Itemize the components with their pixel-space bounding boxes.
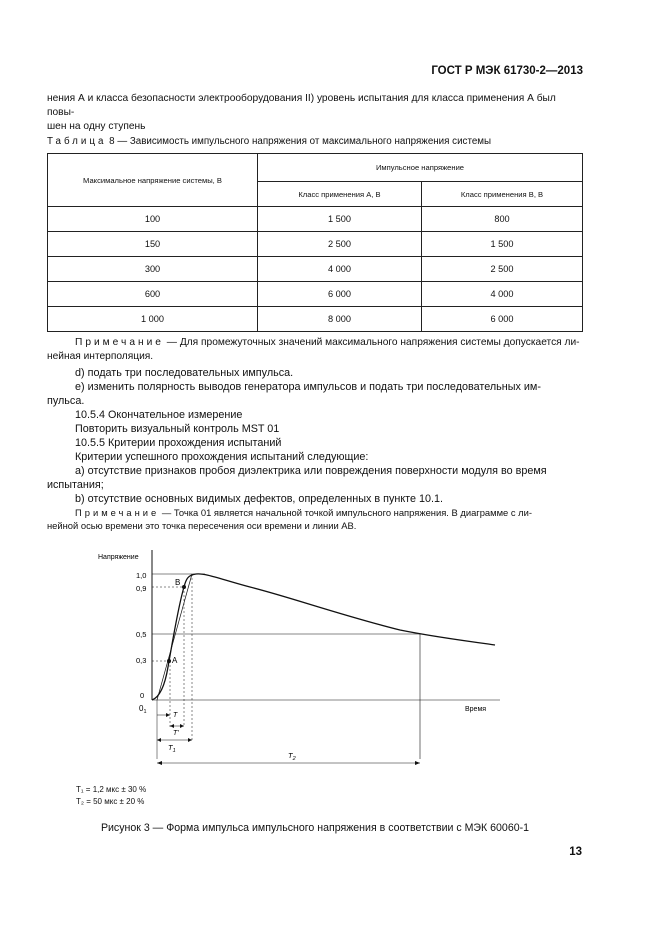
- note-text-continued: нейная интерполяция.: [47, 351, 154, 362]
- table-row: [48, 307, 583, 332]
- criterion-a-continued: испытания;: [47, 479, 104, 491]
- t-prime-label: T': [173, 730, 179, 737]
- table-cell: 2 500: [258, 232, 422, 257]
- y-axis-label: Напряжение: [98, 554, 139, 561]
- step-e-continued: пульса.: [47, 395, 85, 407]
- table-cell: 1 500: [422, 232, 583, 257]
- visual-inspection-text: Повторить визуальный контроль MST 01: [75, 423, 280, 435]
- table-cell: 600: [48, 282, 258, 307]
- table-row: [48, 257, 583, 282]
- table-cell: 4 000: [258, 257, 422, 282]
- intro-paragraph: [47, 92, 583, 134]
- criteria-intro: Критерии успешного прохождения испытаний следующие:: [75, 451, 369, 463]
- impulse-voltage-table: [47, 153, 583, 332]
- table-caption-text: 8 — Зависимость импульсного напряжения от максимального напряжения системы: [109, 136, 492, 147]
- note2-text: — Точка 01 является начальной точкой импульсного напряжения. В диаграмме с ли-: [159, 507, 532, 518]
- criterion-b: b) отсутствие основных видимых дефектов, определенных в пункте 10.1.: [75, 493, 444, 505]
- impulse-waveform-curve: [152, 574, 495, 700]
- t1-tolerance: T₁ = 1,2 мкс ± 30 %: [76, 785, 147, 794]
- table-cell: 6 000: [258, 282, 422, 307]
- line-ab: [157, 574, 192, 700]
- table-cell: 100: [48, 207, 258, 232]
- x-axis-label: Время: [465, 706, 487, 713]
- test-procedure-text: [47, 366, 583, 506]
- y-tick-1-0: 1,0: [136, 571, 147, 580]
- y-tick-0-5: 0,5: [136, 630, 147, 639]
- t-label: T: [173, 712, 178, 719]
- table-cell: 800: [422, 207, 583, 232]
- point-b-marker: [182, 585, 186, 589]
- t2-label: $T_2$: [288, 751, 296, 762]
- step-d: d) подать три последовательных импульса.: [75, 367, 294, 379]
- origin-point-note: [47, 506, 583, 532]
- table-cell: 150: [48, 232, 258, 257]
- note-text: — Для промежуточных значений максимального напряжения системы допускается ли-: [163, 337, 580, 348]
- page-number: 13: [569, 846, 582, 858]
- table-cell: 6 000: [422, 307, 583, 332]
- step-e: e) изменить полярность выводов генератора импульсов и подать три последовательных им-: [75, 381, 541, 393]
- y-tick-0: 0: [140, 691, 145, 700]
- table-header-class-a: Класс применения А, В: [258, 182, 422, 207]
- section-10-5-4-heading: 10.5.4 Окончательное измерение: [75, 409, 243, 421]
- t2-tolerance: T₂ = 50 мкс ± 20 %: [76, 797, 145, 806]
- note2-label: Примечание: [75, 507, 160, 518]
- figure-caption: Рисунок 3 — Форма импульса импульсного напряжения в соответствии с МЭК 60060-1: [100, 822, 530, 834]
- table-row: [48, 282, 583, 307]
- table-header-class-b: Класс применения В, В: [422, 182, 583, 207]
- intro-line-1: нения А и класса безопасности электрооборудования II) уровень испытания для класса применения А был повы-: [47, 93, 556, 118]
- table-caption: [47, 136, 491, 147]
- origin-label: $0_1$: [139, 704, 147, 715]
- impulse-waveform-diagram: [80, 545, 520, 775]
- table-cell: 8 000: [258, 307, 422, 332]
- table-cell: 1 500: [258, 207, 422, 232]
- note2-text-continued: нейной осью времени это точка пересечения оси времени и линии АВ.: [47, 520, 357, 531]
- section-10-5-5-heading: 10.5.5 Критерии прохождения испытаний: [75, 437, 282, 449]
- table-cell: 4 000: [422, 282, 583, 307]
- point-b-label: B: [175, 578, 181, 587]
- table-cell: 300: [48, 257, 258, 282]
- table-header-max-voltage: Максимальное напряжение системы, В: [48, 154, 258, 207]
- table-header-impulse-voltage: Импульсное напряжение: [258, 154, 583, 182]
- t-arrow: [166, 713, 170, 717]
- y-tick-0-3: 0,3: [136, 656, 147, 665]
- table-row: [48, 232, 583, 257]
- y-tick-0-9: 0,9: [136, 584, 147, 593]
- table-cell: 2 500: [422, 257, 583, 282]
- table-caption-label: Таблица: [47, 136, 107, 147]
- t1-label: $T_1$: [168, 743, 176, 754]
- table-note: [47, 336, 583, 364]
- point-a-label: A: [172, 656, 178, 665]
- table-row: [48, 207, 583, 232]
- table-cell: 1 000: [48, 307, 258, 332]
- point-a-marker: [167, 659, 171, 663]
- criterion-a: a) отсутствие признаков пробоя диэлектрика или повреждения поверхности модуля во время: [75, 465, 547, 477]
- intro-line-2: шен на одну ступень: [47, 121, 146, 132]
- document-standard-header: ГОСТ Р МЭК 61730-2—2013: [431, 65, 583, 77]
- note-label: Примечание: [75, 337, 164, 348]
